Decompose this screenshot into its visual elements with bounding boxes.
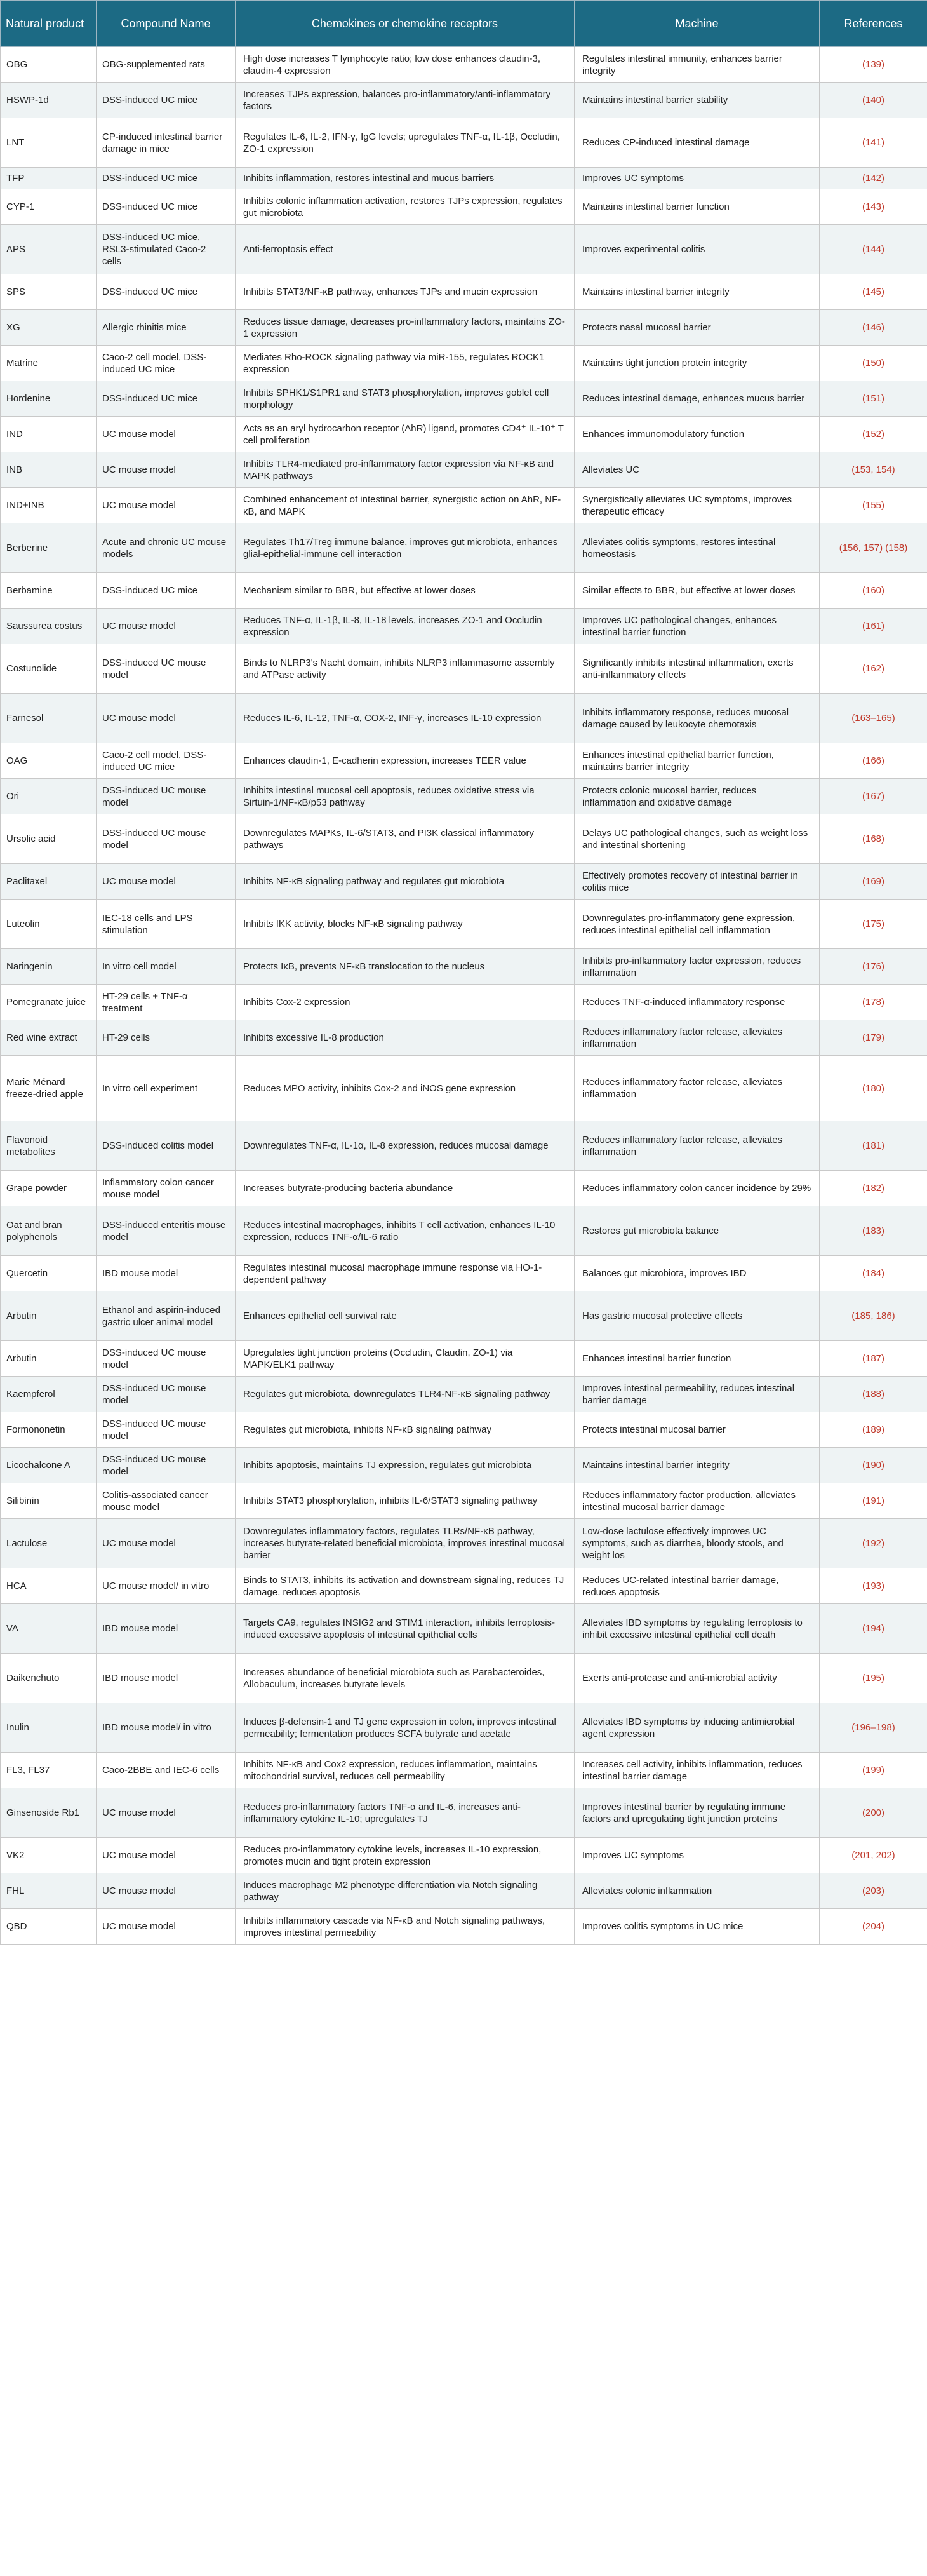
table-row [1, 1121, 927, 1171]
cell-machine: Reduces inflammatory factor production, alleviates intestinal mucosal barrier damage [575, 1483, 820, 1519]
cell-compound-name: DSS-induced UC mouse model [97, 1448, 236, 1483]
cell-machine: Reduces UC-related intestinal barrier damage, reduces apoptosis [575, 1568, 820, 1604]
cell-chemokines: Mechanism similar to BBR, but effective at lower doses [236, 573, 575, 609]
cell-reference[interactable]: (184) [820, 1256, 927, 1291]
cell-machine: Similar effects to BBR, but effective at lower doses [575, 573, 820, 609]
cell-compound-name: DSS-induced UC mouse model [97, 644, 236, 694]
cell-reference[interactable]: (145) [820, 274, 927, 310]
table-row [1, 168, 927, 189]
cell-chemokines: Binds to STAT3, inhibits its activation and downstream signaling, reduces TJ damage, reduces apoptosis [236, 1568, 575, 1604]
cell-compound-name: IBD mouse model/ in vitro [97, 1703, 236, 1753]
cell-natural-product: Matrine [1, 346, 97, 381]
cell-chemokines: Inhibits SPHK1/S1PR1 and STAT3 phosphorylation, improves goblet cell morphology [236, 381, 575, 417]
cell-chemokines: Reduces IL-6, IL-12, TNF-α, COX-2, INF-γ, increases IL-10 expression [236, 694, 575, 743]
cell-machine: Balances gut microbiota, improves IBD [575, 1256, 820, 1291]
table-row [1, 1171, 927, 1206]
cell-chemokines: Regulates IL-6, IL-2, IFN-γ, IgG levels; upregulates TNF-α, IL-1β, Occludin, ZO-1 expression [236, 118, 575, 168]
cell-reference[interactable]: (142) [820, 168, 927, 189]
cell-chemokines: Regulates gut microbiota, downregulates TLR4-NF-κB signaling pathway [236, 1377, 575, 1412]
cell-compound-name: HT-29 cells [97, 1020, 236, 1056]
cell-machine: Delays UC pathological changes, such as weight loss and intestinal shortening [575, 814, 820, 864]
cell-natural-product: Farnesol [1, 694, 97, 743]
cell-machine: Reduces inflammatory colon cancer incidence by 29% [575, 1171, 820, 1206]
table-row [1, 900, 927, 949]
header-compound-name: Compound Name [97, 1, 236, 47]
cell-reference[interactable]: (187) [820, 1341, 927, 1377]
cell-chemokines: Downregulates MAPKs, IL-6/STAT3, and PI3K classical inflammatory pathways [236, 814, 575, 864]
cell-machine: Has gastric mucosal protective effects [575, 1291, 820, 1341]
cell-reference[interactable]: (181) [820, 1121, 927, 1171]
table-row [1, 83, 927, 118]
cell-compound-name: DSS-induced UC mice, RSL3-stimulated Caco-2 cells [97, 225, 236, 274]
header-chemokines: Chemokines or chemokine receptors [236, 1, 575, 47]
cell-reference[interactable]: (201, 202) [820, 1838, 927, 1873]
cell-compound-name: Inflammatory colon cancer mouse model [97, 1171, 236, 1206]
table-row [1, 1341, 927, 1377]
cell-natural-product: VK2 [1, 1838, 97, 1873]
cell-compound-name: UC mouse model [97, 694, 236, 743]
cell-compound-name: DSS-induced UC mouse model [97, 1377, 236, 1412]
cell-reference[interactable]: (189) [820, 1412, 927, 1448]
table-row [1, 1020, 927, 1056]
cell-compound-name: Caco-2 cell model, DSS-induced UC mice [97, 346, 236, 381]
cell-compound-name: DSS-induced UC mouse model [97, 779, 236, 814]
cell-reference[interactable]: (167) [820, 779, 927, 814]
cell-reference[interactable]: (188) [820, 1377, 927, 1412]
cell-compound-name: DSS-induced UC mouse model [97, 1412, 236, 1448]
cell-machine: Protects colonic mucosal barrier, reduces inflammation and oxidative damage [575, 779, 820, 814]
cell-chemokines: Anti-ferroptosis effect [236, 225, 575, 274]
cell-natural-product: Luteolin [1, 900, 97, 949]
cell-natural-product: Formononetin [1, 1412, 97, 1448]
table-row [1, 949, 927, 985]
cell-chemokines: Inhibits inflammation, restores intestinal and mucus barriers [236, 168, 575, 189]
cell-machine: Alleviates colitis symptoms, restores intestinal homeostasis [575, 523, 820, 573]
cell-reference[interactable]: (203) [820, 1873, 927, 1909]
cell-natural-product: Kaempferol [1, 1377, 97, 1412]
cell-reference[interactable]: (140) [820, 83, 927, 118]
cell-natural-product: SPS [1, 274, 97, 310]
table-row [1, 118, 927, 168]
table-row [1, 225, 927, 274]
cell-machine: Enhances immunomodulatory function [575, 417, 820, 452]
cell-compound-name: HT-29 cells + TNF-α treatment [97, 985, 236, 1020]
table-row [1, 1412, 927, 1448]
cell-compound-name: UC mouse model [97, 1788, 236, 1838]
cell-chemokines: Increases butyrate-producing bacteria abundance [236, 1171, 575, 1206]
table-row [1, 743, 927, 779]
cell-machine: Inhibits pro-inflammatory factor expression, reduces inflammation [575, 949, 820, 985]
cell-compound-name: DSS-induced UC mice [97, 168, 236, 189]
table-row [1, 985, 927, 1020]
cell-natural-product: Flavonoid metabolites [1, 1121, 97, 1171]
cell-reference[interactable]: (161) [820, 609, 927, 644]
cell-chemokines: Inhibits NF-κB signaling pathway and regulates gut microbiota [236, 864, 575, 900]
cell-natural-product: Berberine [1, 523, 97, 573]
cell-machine: Downregulates pro-inflammatory gene expression, reduces intestinal epithelial cell inflammation [575, 900, 820, 949]
cell-chemokines: Binds to NLRP3's Nacht domain, inhibits NLRP3 inflammasome assembly and ATPase activity [236, 644, 575, 694]
cell-natural-product: INB [1, 452, 97, 488]
cell-machine: Maintains intestinal barrier stability [575, 83, 820, 118]
cell-reference[interactable]: (169) [820, 864, 927, 900]
cell-compound-name: DSS-induced enteritis mouse model [97, 1206, 236, 1256]
cell-compound-name: UC mouse model [97, 1873, 236, 1909]
cell-machine: Significantly inhibits intestinal inflammation, exerts anti-inflammatory effects [575, 644, 820, 694]
cell-reference[interactable]: (191) [820, 1483, 927, 1519]
header-machine: Machine [575, 1, 820, 47]
cell-reference[interactable]: (185, 186) [820, 1291, 927, 1341]
cell-natural-product: Licochalcone A [1, 1448, 97, 1483]
cell-reference[interactable]: (139) [820, 47, 927, 83]
table-row [1, 274, 927, 310]
cell-compound-name: UC mouse model [97, 417, 236, 452]
table-row [1, 381, 927, 417]
cell-natural-product: TFP [1, 168, 97, 189]
cell-machine: Alleviates IBD symptoms by inducing antimicrobial agent expression [575, 1703, 820, 1753]
cell-natural-product: FHL [1, 1873, 97, 1909]
cell-compound-name: DSS-induced UC mice [97, 381, 236, 417]
cell-natural-product: Ginsenoside Rb1 [1, 1788, 97, 1838]
cell-machine: Improves UC symptoms [575, 168, 820, 189]
cell-chemokines: Increases abundance of beneficial microbiota such as Parabacteroides, Allobaculum, increases butyrate levels [236, 1654, 575, 1703]
cell-reference[interactable]: (163–165) [820, 694, 927, 743]
cell-machine: Alleviates UC [575, 452, 820, 488]
cell-compound-name: UC mouse model [97, 864, 236, 900]
cell-natural-product: Paclitaxel [1, 864, 97, 900]
table-row [1, 1291, 927, 1341]
cell-reference[interactable]: (193) [820, 1568, 927, 1604]
cell-chemokines: Acts as an aryl hydrocarbon receptor (AhR) ligand, promotes CD4⁺ IL-10⁺ T cell proliferation [236, 417, 575, 452]
cell-natural-product: FL3, FL37 [1, 1753, 97, 1788]
cell-chemokines: Inhibits colonic inflammation activation, restores TJPs expression, regulates gut microbiota [236, 189, 575, 225]
cell-compound-name: DSS-induced UC mice [97, 573, 236, 609]
cell-natural-product: Daikenchuto [1, 1654, 97, 1703]
cell-compound-name: DSS-induced UC mice [97, 83, 236, 118]
cell-natural-product: Pomegranate juice [1, 985, 97, 1020]
cell-chemokines: Reduces pro-inflammatory cytokine levels, increases IL-10 expression, promotes mucin and tight protein expression [236, 1838, 575, 1873]
cell-compound-name: UC mouse model [97, 609, 236, 644]
cell-machine: Protects nasal mucosal barrier [575, 310, 820, 346]
cell-natural-product: VA [1, 1604, 97, 1654]
cell-reference[interactable]: (199) [820, 1753, 927, 1788]
cell-natural-product: Berbamine [1, 573, 97, 609]
cell-natural-product: APS [1, 225, 97, 274]
cell-chemokines: Inhibits excessive IL-8 production [236, 1020, 575, 1056]
cell-reference[interactable]: (141) [820, 118, 927, 168]
cell-reference[interactable]: (182) [820, 1171, 927, 1206]
cell-compound-name: IBD mouse model [97, 1256, 236, 1291]
cell-machine: Reduces inflammatory factor release, alleviates inflammation [575, 1121, 820, 1171]
cell-natural-product: Ursolic acid [1, 814, 97, 864]
cell-reference[interactable]: (180) [820, 1056, 927, 1121]
cell-machine: Reduces intestinal damage, enhances mucus barrier [575, 381, 820, 417]
cell-compound-name: In vitro cell experiment [97, 1056, 236, 1121]
cell-chemokines: Inhibits NF-κB and Cox2 expression, reduces inflammation, maintains mitochondrial survival, reduces cell permeability [236, 1753, 575, 1788]
table-row [1, 310, 927, 346]
cell-compound-name: CP-induced intestinal barrier damage in mice [97, 118, 236, 168]
table-row [1, 1703, 927, 1753]
cell-compound-name: Ethanol and aspirin-induced gastric ulcer animal model [97, 1291, 236, 1341]
cell-natural-product: XG [1, 310, 97, 346]
cell-compound-name: UC mouse model [97, 1838, 236, 1873]
cell-chemokines: Induces β-defensin-1 and TJ gene expression in colon, improves intestinal permeability; fermentation produces SCFA butyrate and acetate [236, 1703, 575, 1753]
cell-machine: Improves intestinal barrier by regulating immune factors and upregulating tight junction proteins [575, 1788, 820, 1838]
table-row [1, 346, 927, 381]
table-row [1, 523, 927, 573]
cell-chemokines: Enhances claudin-1, E-cadherin expression, increases TEER value [236, 743, 575, 779]
cell-compound-name: DSS-induced UC mice [97, 189, 236, 225]
table-row [1, 417, 927, 452]
cell-natural-product: IND+INB [1, 488, 97, 523]
cell-compound-name: UC mouse model/ in vitro [97, 1568, 236, 1604]
cell-chemokines: Regulates gut microbiota, inhibits NF-κB signaling pathway [236, 1412, 575, 1448]
cell-reference[interactable]: (183) [820, 1206, 927, 1256]
cell-reference[interactable]: (194) [820, 1604, 927, 1654]
cell-machine: Protects intestinal mucosal barrier [575, 1412, 820, 1448]
cell-natural-product: HSWP-1d [1, 83, 97, 118]
table-row [1, 1788, 927, 1838]
cell-natural-product: Ori [1, 779, 97, 814]
cell-chemokines: Downregulates inflammatory factors, regulates TLRs/NF-κB pathway, increases butyrate-related beneficial microbiota, improves intestinal mucosal barrier [236, 1519, 575, 1568]
cell-machine: Enhances intestinal barrier function [575, 1341, 820, 1377]
cell-compound-name: DSS-induced colitis model [97, 1121, 236, 1171]
cell-natural-product: Arbutin [1, 1341, 97, 1377]
cell-reference[interactable]: (204) [820, 1909, 927, 1945]
cell-machine: Regulates intestinal immunity, enhances barrier integrity [575, 47, 820, 83]
cell-chemokines: Inhibits intestinal mucosal cell apoptosis, reduces oxidative stress via Sirtuin-1/NF-κB/p53 pathway [236, 779, 575, 814]
cell-machine: Enhances intestinal epithelial barrier function, maintains barrier integrity [575, 743, 820, 779]
cell-chemokines: Targets CA9, regulates INSIG2 and STIM1 interaction, inhibits ferroptosis-induced excessive apoptosis of intestinal epithelial cells [236, 1604, 575, 1654]
cell-reference[interactable]: (160) [820, 573, 927, 609]
cell-machine: Improves UC symptoms [575, 1838, 820, 1873]
cell-chemokines: Reduces TNF-α, IL-1β, IL-8, IL-18 levels, increases ZO-1 and Occludin expression [236, 609, 575, 644]
cell-compound-name: IBD mouse model [97, 1604, 236, 1654]
table-row [1, 1654, 927, 1703]
cell-natural-product: HCA [1, 1568, 97, 1604]
table-row [1, 573, 927, 609]
cell-natural-product: Grape powder [1, 1171, 97, 1206]
cell-chemokines: Inhibits STAT3 phosphorylation, inhibits IL-6/STAT3 signaling pathway [236, 1483, 575, 1519]
table-row [1, 1056, 927, 1121]
cell-reference[interactable]: (190) [820, 1448, 927, 1483]
cell-reference[interactable]: (166) [820, 743, 927, 779]
cell-natural-product: Marie Ménard freeze-dried apple [1, 1056, 97, 1121]
cell-chemokines: Reduces MPO activity, inhibits Cox-2 and iNOS gene expression [236, 1056, 575, 1121]
cell-chemokines: Induces macrophage M2 phenotype differentiation via Notch signaling pathway [236, 1873, 575, 1909]
table-header [1, 1, 927, 47]
cell-chemokines: Mediates Rho-ROCK signaling pathway via miR-155, regulates ROCK1 expression [236, 346, 575, 381]
cell-compound-name: UC mouse model [97, 488, 236, 523]
table-row [1, 694, 927, 743]
cell-machine: Reduces CP-induced intestinal damage [575, 118, 820, 168]
cell-machine: Alleviates IBD symptoms by regulating ferroptosis to inhibit excessive intestinal epithelial cell death [575, 1604, 820, 1654]
cell-natural-product: Hordenine [1, 381, 97, 417]
table-row [1, 779, 927, 814]
table-row [1, 1448, 927, 1483]
table-row [1, 1206, 927, 1256]
cell-chemokines: Downregulates TNF-α, IL-1α, IL-8 expression, reduces mucosal damage [236, 1121, 575, 1171]
table-body [1, 47, 927, 1945]
cell-chemokines: Regulates intestinal mucosal macrophage immune response via HO-1-dependent pathway [236, 1256, 575, 1291]
header-row [1, 1, 927, 47]
cell-reference[interactable]: (155) [820, 488, 927, 523]
cell-natural-product: QBD [1, 1909, 97, 1945]
cell-machine: Restores gut microbiota balance [575, 1206, 820, 1256]
cell-compound-name: Colitis-associated cancer mouse model [97, 1483, 236, 1519]
cell-chemokines: High dose increases T lymphocyte ratio; low dose enhances claudin-3, claudin-4 expression [236, 47, 575, 83]
table-row [1, 1838, 927, 1873]
cell-natural-product: IND [1, 417, 97, 452]
cell-machine: Reduces inflammatory factor release, alleviates inflammation [575, 1056, 820, 1121]
table-row [1, 47, 927, 83]
cell-natural-product: Quercetin [1, 1256, 97, 1291]
cell-chemokines: Protects IκB, prevents NF-κB translocation to the nucleus [236, 949, 575, 985]
cell-compound-name: UC mouse model [97, 452, 236, 488]
cell-natural-product: CYP-1 [1, 189, 97, 225]
cell-natural-product: LNT [1, 118, 97, 168]
cell-machine: Improves UC pathological changes, enhances intestinal barrier function [575, 609, 820, 644]
cell-natural-product: Costunolide [1, 644, 97, 694]
cell-machine: Improves colitis symptoms in UC mice [575, 1909, 820, 1945]
cell-reference[interactable]: (176) [820, 949, 927, 985]
cell-compound-name: Acute and chronic UC mouse models [97, 523, 236, 573]
cell-reference[interactable]: (192) [820, 1519, 927, 1568]
cell-reference[interactable]: (178) [820, 985, 927, 1020]
cell-chemokines: Inhibits IKK activity, blocks NF-κB signaling pathway [236, 900, 575, 949]
cell-machine: Maintains intestinal barrier integrity [575, 274, 820, 310]
cell-reference[interactable]: (196–198) [820, 1703, 927, 1753]
cell-natural-product: OBG [1, 47, 97, 83]
cell-natural-product: Inulin [1, 1703, 97, 1753]
cell-chemokines: Regulates Th17/Treg immune balance, improves gut microbiota, enhances glial-epithelial-immune cell interaction [236, 523, 575, 573]
cell-chemokines: Inhibits Cox-2 expression [236, 985, 575, 1020]
table-row [1, 488, 927, 523]
cell-natural-product: Silibinin [1, 1483, 97, 1519]
cell-natural-product: Naringenin [1, 949, 97, 985]
cell-chemokines: Inhibits inflammatory cascade via NF-κB and Notch signaling pathways, improves intestinal permeability [236, 1909, 575, 1945]
cell-compound-name: IBD mouse model [97, 1654, 236, 1703]
table-row [1, 1256, 927, 1291]
cell-compound-name: Caco-2 cell model, DSS-induced UC mice [97, 743, 236, 779]
cell-compound-name: DSS-induced UC mice [97, 274, 236, 310]
cell-chemokines: Inhibits TLR4-mediated pro-inflammatory factor expression via NF-κB and MAPK pathways [236, 452, 575, 488]
cell-reference[interactable]: (143) [820, 189, 927, 225]
table-row [1, 814, 927, 864]
cell-chemokines: Enhances epithelial cell survival rate [236, 1291, 575, 1341]
cell-reference[interactable]: (168) [820, 814, 927, 864]
cell-machine: Low-dose lactulose effectively improves UC symptoms, such as diarrhea, bloody stools, and weight los [575, 1519, 820, 1568]
cell-reference[interactable]: (146) [820, 310, 927, 346]
cell-machine: Exerts anti-protease and anti-microbial activity [575, 1654, 820, 1703]
cell-machine: Increases cell activity, inhibits inflammation, reduces intestinal barrier damage [575, 1753, 820, 1788]
table-row [1, 1873, 927, 1909]
cell-natural-product: OAG [1, 743, 97, 779]
cell-reference[interactable]: (152) [820, 417, 927, 452]
cell-chemokines: Inhibits apoptosis, maintains TJ expression, regulates gut microbiota [236, 1448, 575, 1483]
table-row [1, 452, 927, 488]
cell-reference[interactable]: (156, 157) (158) [820, 523, 927, 573]
cell-chemokines: Combined enhancement of intestinal barrier, synergistic action on AhR, NF-κB, and MAPK [236, 488, 575, 523]
table-row [1, 864, 927, 900]
table-row [1, 1753, 927, 1788]
cell-compound-name: UC mouse model [97, 1519, 236, 1568]
cell-compound-name: DSS-induced UC mouse model [97, 1341, 236, 1377]
cell-machine: Reduces TNF-α-induced inflammatory response [575, 985, 820, 1020]
cell-reference[interactable]: (162) [820, 644, 927, 694]
cell-compound-name: In vitro cell model [97, 949, 236, 985]
table-row [1, 1604, 927, 1654]
cell-machine: Improves intestinal permeability, reduces intestinal barrier damage [575, 1377, 820, 1412]
table-row [1, 609, 927, 644]
table-row [1, 644, 927, 694]
cell-reference[interactable]: (175) [820, 900, 927, 949]
cell-natural-product: Lactulose [1, 1519, 97, 1568]
table-row [1, 189, 927, 225]
cell-compound-name: UC mouse model [97, 1909, 236, 1945]
cell-reference[interactable]: (153, 154) [820, 452, 927, 488]
cell-reference[interactable]: (195) [820, 1654, 927, 1703]
cell-reference[interactable]: (200) [820, 1788, 927, 1838]
cell-chemokines: Reduces intestinal macrophages, inhibits T cell activation, enhances IL-10 expression, reduces TNF-α/IL-6 ratio [236, 1206, 575, 1256]
cell-natural-product: Saussurea costus [1, 609, 97, 644]
cell-reference[interactable]: (150) [820, 346, 927, 381]
cell-reference[interactable]: (144) [820, 225, 927, 274]
cell-machine: Inhibits inflammatory response, reduces mucosal damage caused by leukocyte chemotaxis [575, 694, 820, 743]
table-row [1, 1519, 927, 1568]
cell-chemokines: Inhibits STAT3/NF-κB pathway, enhances TJPs and mucin expression [236, 274, 575, 310]
cell-natural-product: Oat and bran polyphenols [1, 1206, 97, 1256]
cell-machine: Alleviates colonic inflammation [575, 1873, 820, 1909]
cell-chemokines: Increases TJPs expression, balances pro-inflammatory/anti-inflammatory factors [236, 83, 575, 118]
cell-chemokines: Reduces pro-inflammatory factors TNF-α and IL-6, increases anti-inflammatory cytokine IL-10; upregulates TJ [236, 1788, 575, 1838]
header-natural-product: Natural product [1, 1, 97, 47]
cell-reference[interactable]: (151) [820, 381, 927, 417]
table-row [1, 1377, 927, 1412]
table-row [1, 1483, 927, 1519]
cell-machine: Effectively promotes recovery of intestinal barrier in colitis mice [575, 864, 820, 900]
cell-machine: Synergistically alleviates UC symptoms, improves therapeutic efficacy [575, 488, 820, 523]
cell-machine: Maintains tight junction protein integrity [575, 346, 820, 381]
cell-compound-name: Allergic rhinitis mice [97, 310, 236, 346]
cell-natural-product: Red wine extract [1, 1020, 97, 1056]
cell-machine: Maintains intestinal barrier function [575, 189, 820, 225]
cell-compound-name: Caco-2BBE and IEC-6 cells [97, 1753, 236, 1788]
cell-machine: Improves experimental colitis [575, 225, 820, 274]
cell-natural-product: Arbutin [1, 1291, 97, 1341]
cell-chemokines: Upregulates tight junction proteins (Occludin, Claudin, ZO-1) via MAPK/ELK1 pathway [236, 1341, 575, 1377]
cell-machine: Reduces inflammatory factor release, alleviates inflammation [575, 1020, 820, 1056]
header-references: References [820, 1, 927, 47]
cell-chemokines: Reduces tissue damage, decreases pro-inflammatory factors, maintains ZO-1 expression [236, 310, 575, 346]
table-row [1, 1909, 927, 1945]
cell-reference[interactable]: (179) [820, 1020, 927, 1056]
cell-compound-name: OBG-supplemented rats [97, 47, 236, 83]
table-row [1, 1568, 927, 1604]
cell-compound-name: IEC-18 cells and LPS stimulation [97, 900, 236, 949]
cell-machine: Maintains intestinal barrier integrity [575, 1448, 820, 1483]
cell-compound-name: DSS-induced UC mouse model [97, 814, 236, 864]
